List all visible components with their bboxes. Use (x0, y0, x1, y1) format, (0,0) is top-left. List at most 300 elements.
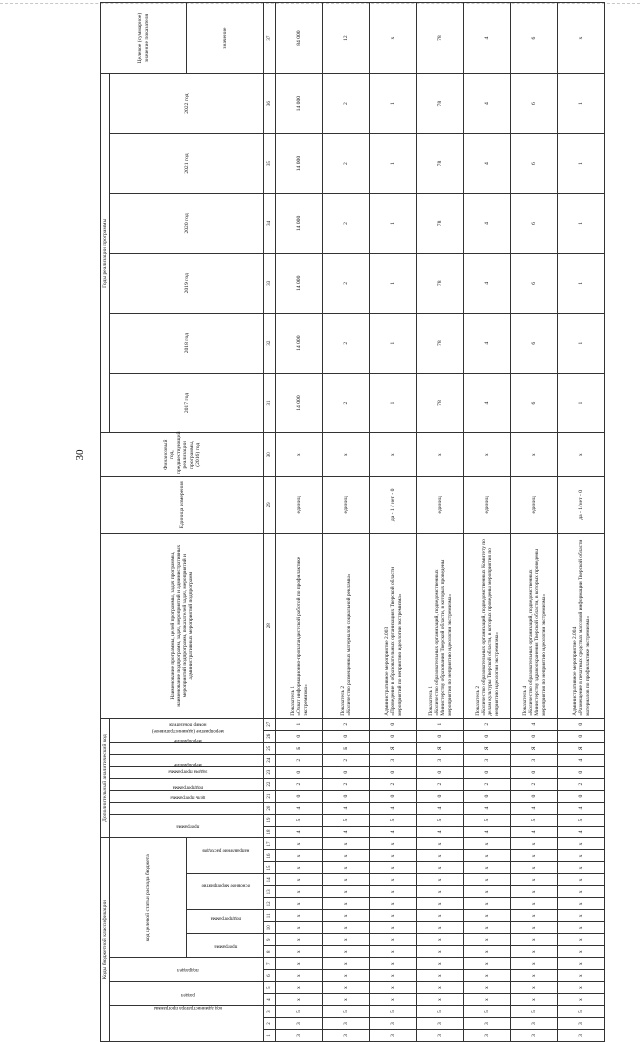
code-cell: х (511, 838, 558, 850)
code-cell: 3 (417, 1030, 464, 1042)
code-cell: х (417, 970, 464, 982)
code-cell: 4 (558, 826, 605, 838)
col-num: 8 (264, 946, 276, 958)
base-year-cell: х (464, 433, 511, 477)
code-cell: х (370, 910, 417, 922)
col-num: 4 (264, 994, 276, 1006)
table-row (323, 3, 370, 1042)
col-num: 25 (264, 742, 276, 754)
year-value-cell: 4 (464, 134, 511, 194)
year-value-cell: 1 (370, 74, 417, 134)
code-cell: х (558, 910, 605, 922)
code-cell: х (417, 850, 464, 862)
code-cell: 0 (323, 766, 370, 778)
code-cell: 5 (558, 1006, 605, 1018)
year-value-cell: 1 (558, 193, 605, 253)
event-header: мероприятие (110, 766, 264, 778)
event-admin-2-header: мероприятие (110, 742, 264, 754)
code-cell: 3 (558, 1018, 605, 1030)
code-cell: 5 (323, 1006, 370, 1018)
code-cell: х (417, 946, 464, 958)
code-cell: 0 (417, 790, 464, 802)
indicator-name-cell: Административное мероприятие 2.004 «Размещение в печатных средствах массовой информации Тверской области материалов по профилактике экстремизма» (558, 533, 605, 718)
col-num: 21 (264, 790, 276, 802)
code-cell: х (276, 898, 323, 910)
year-value-cell: 6 (511, 74, 558, 134)
col-num: 5 (264, 982, 276, 994)
code-cell: х (276, 874, 323, 886)
code-cell: х (417, 958, 464, 970)
col-num: 28 (264, 533, 276, 718)
section-header: раздел (110, 982, 264, 1006)
code-cell: х (464, 850, 511, 862)
indicator-name-cell: Административное мероприятие 2.003 «Проведение в образовательных организациях Тверской области мероприятий по неприятию идеологии экстремизма» (370, 533, 417, 718)
year-value-cell: 6 (511, 253, 558, 313)
code-cell: х (323, 958, 370, 970)
task-program-header: задача программы (110, 778, 264, 790)
code-cell: 2 (323, 754, 370, 766)
code-cell: х (558, 958, 605, 970)
code-cell: х (464, 970, 511, 982)
code-cell: х (323, 850, 370, 862)
code-cell: 3 (417, 1018, 464, 1030)
code-cell: 3 (464, 754, 511, 766)
col-num: 37 (264, 3, 276, 74)
code-cell: х (276, 910, 323, 922)
code-cell: х (276, 934, 323, 946)
year-value-cell: 1 (370, 373, 417, 433)
code-cell: х (558, 898, 605, 910)
year-value-cell: 78 (417, 193, 464, 253)
year-value-cell: 1 (370, 253, 417, 313)
code-cell: х (511, 982, 558, 994)
base-year-cell: х (370, 433, 417, 477)
code-cell: х (323, 910, 370, 922)
code-cell: х (511, 850, 558, 862)
code-cell: х (370, 958, 417, 970)
col-num: 20 (264, 802, 276, 814)
year-value-cell: 4 (464, 313, 511, 373)
base-year-column-header: Финансовый год, предшествующий реализации программы, (2016) год (101, 433, 264, 477)
year-2020-header: 2020 год (110, 193, 264, 253)
code-cell: х (558, 862, 605, 874)
unit-cell: единиц (417, 477, 464, 534)
subprogram-subheader: подпрограмма (187, 910, 264, 934)
code-cell: х (323, 994, 370, 1006)
code-cell: 2 (464, 718, 511, 730)
code-cell: 2 (323, 778, 370, 790)
year-value-cell: 6 (511, 193, 558, 253)
code-cell: 4 (370, 802, 417, 814)
code-cell: 3 (323, 1030, 370, 1042)
code-cell: 3 (276, 1018, 323, 1030)
code-cell: Я (370, 742, 417, 754)
code-cell: х (558, 922, 605, 934)
code-cell: х (323, 838, 370, 850)
code-cell: х (417, 862, 464, 874)
year-value-cell: 6 (511, 373, 558, 433)
col-num: 16 (264, 850, 276, 862)
expense-direction-subheader: направление расходов (187, 838, 264, 874)
indicator-name-cell: Показатель 2 «Количество размещенных материалов социальной рекламы» (323, 533, 370, 718)
year-value-cell: 4 (464, 253, 511, 313)
base-year-cell: х (323, 433, 370, 477)
code-cell: 0 (417, 730, 464, 742)
year-value-cell: 4 (464, 373, 511, 433)
code-cell: 4 (511, 718, 558, 730)
table-row (417, 3, 464, 1042)
code-cell: х (511, 886, 558, 898)
code-cell: Я (511, 742, 558, 754)
code-cell: х (464, 886, 511, 898)
base-year-cell: х (417, 433, 464, 477)
year-value-cell: 1 (370, 193, 417, 253)
code-cell: 5 (323, 814, 370, 826)
code-cell: 5 (276, 814, 323, 826)
year-value-cell: 1 (558, 253, 605, 313)
code-cell: 4 (323, 826, 370, 838)
code-cell: х (558, 838, 605, 850)
base-year-cell: х (511, 433, 558, 477)
year-value-cell: 4 (464, 74, 511, 134)
table-row (370, 3, 417, 1042)
code-cell: 5 (370, 814, 417, 826)
code-cell: х (464, 910, 511, 922)
code-cell: х (370, 946, 417, 958)
code-cell: х (370, 994, 417, 1006)
base-year-cell: х (276, 433, 323, 477)
unit-cell: единиц (464, 477, 511, 534)
code-cell: 3 (370, 754, 417, 766)
code-cell: 5 (276, 1006, 323, 1018)
program-subheader: программа (187, 934, 264, 958)
goal-header: цель программы (110, 802, 264, 814)
code-cell: х (558, 994, 605, 1006)
code-cell: 4 (558, 802, 605, 814)
code-cell: 4 (417, 826, 464, 838)
code-cell: х (558, 886, 605, 898)
code-cell: 0 (558, 766, 605, 778)
code-cell: х (417, 886, 464, 898)
code-cell: 2 (370, 778, 417, 790)
subsection-header: подраздел (110, 958, 264, 982)
code-cell: 5 (558, 814, 605, 826)
code-cell: 0 (558, 730, 605, 742)
code-cell: х (323, 874, 370, 886)
code-cell: х (511, 862, 558, 874)
code-cell: х (370, 898, 417, 910)
target-value-cell: 4 (464, 3, 511, 74)
code-cell: 0 (464, 790, 511, 802)
code-cell: 2 (511, 778, 558, 790)
code-cell: х (511, 898, 558, 910)
code-cell: 0 (370, 790, 417, 802)
year-value-cell: 14 000 (276, 193, 323, 253)
code-cell: 0 (417, 766, 464, 778)
col-num: 3 (264, 1006, 276, 1018)
code-cell: 4 (276, 802, 323, 814)
code-cell: х (370, 934, 417, 946)
target-value-header: Целевое (суммарное) значение показателя (101, 3, 187, 74)
code-cell: х (276, 838, 323, 850)
code-cell: 2 (558, 778, 605, 790)
code-cell: х (511, 934, 558, 946)
code-cell: 3 (276, 1030, 323, 1042)
code-cell: х (464, 898, 511, 910)
year-value-cell: 2 (323, 253, 370, 313)
year-2019-header: 2019 год (110, 253, 264, 313)
code-cell: х (558, 874, 605, 886)
year-value-cell: 1 (370, 313, 417, 373)
code-cell: х (417, 922, 464, 934)
year-value-cell: 2 (323, 193, 370, 253)
code-cell: х (511, 874, 558, 886)
col-num: 32 (264, 313, 276, 373)
code-cell: 5 (370, 1006, 417, 1018)
code-cell: х (276, 922, 323, 934)
col-num: 18 (264, 826, 276, 838)
code-cell: 4 (323, 802, 370, 814)
year-2022-header: 2022 год (110, 74, 264, 134)
col-num: 6 (264, 970, 276, 982)
col-num: 30 (264, 433, 276, 477)
table-body (276, 3, 605, 1042)
code-cell: х (417, 994, 464, 1006)
indicator-name-cell: Показатель 2 «Количество образовательных организаций, подведомственных Комитету по делам культуры Тверской области, в которых проведены мероприятия по неприятию идеологии экстремизма» (464, 533, 511, 718)
code-cell: 5 (417, 1006, 464, 1018)
code-cell: 3 (464, 1030, 511, 1042)
year-value-cell: 2 (323, 373, 370, 433)
col-num: 17 (264, 838, 276, 850)
col-num: 22 (264, 778, 276, 790)
code-cell: х (276, 982, 323, 994)
code-cell: х (558, 850, 605, 862)
code-cell: Я (464, 742, 511, 754)
target-article-header: код целевой статьи расхода бюджета (110, 838, 187, 958)
code-cell: 4 (464, 826, 511, 838)
unit-cell: да - 1/нет - 0 (558, 477, 605, 534)
year-value-cell: 14 000 (276, 253, 323, 313)
code-cell: 0 (370, 766, 417, 778)
indicator-name-cell: Показатель 1 «Количество образовательных организаций, подведомственных Министерству образования Тверской области, в которых проведены мероприятия по неприятию идеологии экстремизма» (417, 533, 464, 718)
code-cell: х (464, 874, 511, 886)
col-num: 1 (264, 1030, 276, 1042)
code-cell: х (558, 970, 605, 982)
code-cell: 3 (370, 1018, 417, 1030)
year-value-cell: 78 (417, 313, 464, 373)
code-cell: Б (323, 742, 370, 754)
code-cell: 5 (464, 1006, 511, 1018)
code-cell: х (511, 946, 558, 958)
code-cell: 3 (511, 1030, 558, 1042)
code-cell: х (464, 982, 511, 994)
code-cell: 0 (276, 730, 323, 742)
year-value-cell: 2 (323, 74, 370, 134)
code-cell: 0 (276, 766, 323, 778)
code-cell: х (558, 934, 605, 946)
col-num: 9 (264, 934, 276, 946)
code-cell: 4 (558, 754, 605, 766)
unit-cell: единиц (511, 477, 558, 534)
code-cell: Я (558, 742, 605, 754)
main-direction-subheader: основное мероприятие (187, 874, 264, 910)
target-value-cell: 84 000 (276, 3, 323, 74)
code-cell: 0 (323, 790, 370, 802)
column-number-row (264, 3, 276, 1042)
year-value-cell: 1 (558, 313, 605, 373)
code-cell: х (417, 898, 464, 910)
code-cell: х (558, 982, 605, 994)
indicator-number-header: номер показателя (110, 718, 264, 742)
code-cell: 2 (417, 778, 464, 790)
name-column-header: Наименование программы, целей программы, задач программы, наименование подпрограмм, задач, мероприятий и административных мероприятий подпрограмм, показателей задач, мероприятий и административных мероприятий подпрограмм (101, 533, 264, 718)
col-num: 7 (264, 958, 276, 970)
code-cell: х (276, 958, 323, 970)
code-cell: х (370, 838, 417, 850)
year-value-cell: 1 (558, 74, 605, 134)
year-value-cell: 14 000 (276, 313, 323, 373)
code-cell: х (464, 958, 511, 970)
code-cell: х (323, 862, 370, 874)
admin-code-header: код администратора программы (110, 1006, 264, 1042)
col-num: 24 (264, 754, 276, 766)
code-cell: 4 (464, 802, 511, 814)
code-cell: 2 (276, 754, 323, 766)
code-cell: 4 (417, 802, 464, 814)
code-cell: х (464, 934, 511, 946)
col-num: 10 (264, 922, 276, 934)
code-cell: 1 (276, 718, 323, 730)
col-num: 26 (264, 730, 276, 742)
col-num: 35 (264, 134, 276, 194)
code-cell: х (511, 922, 558, 934)
code-cell: х (417, 874, 464, 886)
code-cell: х (276, 886, 323, 898)
target-value-cell: 6 (511, 3, 558, 74)
code-cell: 0 (370, 730, 417, 742)
year-value-cell: 1 (370, 134, 417, 194)
year-2021-header: 2021 год (110, 134, 264, 194)
code-cell: х (558, 946, 605, 958)
task-subprogram-header: подпрограмма (110, 790, 264, 802)
unit-cell: да - 1 / нет - 0 (370, 477, 417, 534)
code-cell: х (464, 862, 511, 874)
year-value-cell: 78 (417, 373, 464, 433)
code-cell: 3 (511, 754, 558, 766)
year-2018-header: 2018 год (110, 313, 264, 373)
code-cell: х (276, 850, 323, 862)
target-value-cell: 78 (417, 3, 464, 74)
code-cell: х (370, 982, 417, 994)
year-value-cell: 14 000 (276, 134, 323, 194)
code-cell: х (323, 946, 370, 958)
year-value-cell: 2 (323, 134, 370, 194)
code-cell: х (323, 970, 370, 982)
program-indicators-table (100, 2, 605, 1042)
col-num: 14 (264, 874, 276, 886)
year-value-cell: 78 (417, 253, 464, 313)
code-cell: 3 (511, 1018, 558, 1030)
year-value-cell: 14 000 (276, 74, 323, 134)
col-num: 36 (264, 74, 276, 134)
code-cell: х (417, 910, 464, 922)
code-cell: 3 (370, 1030, 417, 1042)
code-cell: х (370, 922, 417, 934)
code-cell: 3 (464, 1018, 511, 1030)
code-cell: х (370, 850, 417, 862)
code-cell: 0 (276, 790, 323, 802)
code-cell: 3 (323, 1018, 370, 1030)
col-num: 31 (264, 373, 276, 433)
code-cell: 4 (370, 826, 417, 838)
col-num: 29 (264, 477, 276, 534)
code-cell: 0 (464, 730, 511, 742)
table-row (464, 3, 511, 1042)
code-cell: 0 (558, 718, 605, 730)
year-2017-header: 2017 год (110, 373, 264, 433)
code-cell: х (464, 922, 511, 934)
code-cell: 4 (511, 826, 558, 838)
code-cell: х (511, 970, 558, 982)
code-cell: х (417, 838, 464, 850)
code-cell: 5 (417, 814, 464, 826)
indicator-name-cell: Показатель 4 «Количество образовательных организаций, подведомственных Министерству здравоохранения Тверской области, в которых проведены мероприятия по неприятию идеологии экстремизма» (511, 533, 558, 718)
table-row (276, 3, 323, 1042)
code-cell: 0 (511, 766, 558, 778)
col-num: 19 (264, 814, 276, 826)
code-cell: х (276, 862, 323, 874)
col-num: 23 (264, 766, 276, 778)
code-cell: 5 (464, 814, 511, 826)
budget-classification-header: Коды бюджетной классификации (101, 838, 110, 1042)
code-cell: х (370, 970, 417, 982)
header-row-1 (101, 3, 110, 1042)
code-cell: х (323, 934, 370, 946)
year-value-cell: 4 (464, 193, 511, 253)
col-num: 12 (264, 898, 276, 910)
code-cell: Я (417, 742, 464, 754)
year-value-cell: 1 (558, 134, 605, 194)
table-row (511, 3, 558, 1042)
year-value-cell: 1 (558, 373, 605, 433)
code-cell: 2 (276, 778, 323, 790)
target-value-cell: х (558, 3, 605, 74)
col-num: 27 (264, 718, 276, 730)
code-cell: 4 (276, 826, 323, 838)
code-cell: х (323, 922, 370, 934)
target-value-cell: х (370, 3, 417, 74)
code-cell: 0 (370, 718, 417, 730)
code-cell: 4 (511, 802, 558, 814)
code-cell: х (276, 970, 323, 982)
year-value-cell: 78 (417, 74, 464, 134)
year-value-cell: 6 (511, 313, 558, 373)
code-cell: х (323, 982, 370, 994)
code-cell: х (323, 898, 370, 910)
code-cell: х (511, 910, 558, 922)
code-cell: Б (276, 742, 323, 754)
code-cell: х (370, 874, 417, 886)
year-value-cell: 2 (323, 313, 370, 373)
event-admin-header: мероприятие (административное) (110, 754, 264, 766)
base-year-cell: х (558, 433, 605, 477)
code-cell: х (464, 994, 511, 1006)
code-cell: х (276, 946, 323, 958)
indicator-name-cell: Показатель 1 «Охват информационно-пропагандистской работой по профилактике экстремизма» (276, 533, 323, 718)
code-cell: 0 (511, 790, 558, 802)
code-cell: х (417, 934, 464, 946)
col-num: 2 (264, 1018, 276, 1030)
